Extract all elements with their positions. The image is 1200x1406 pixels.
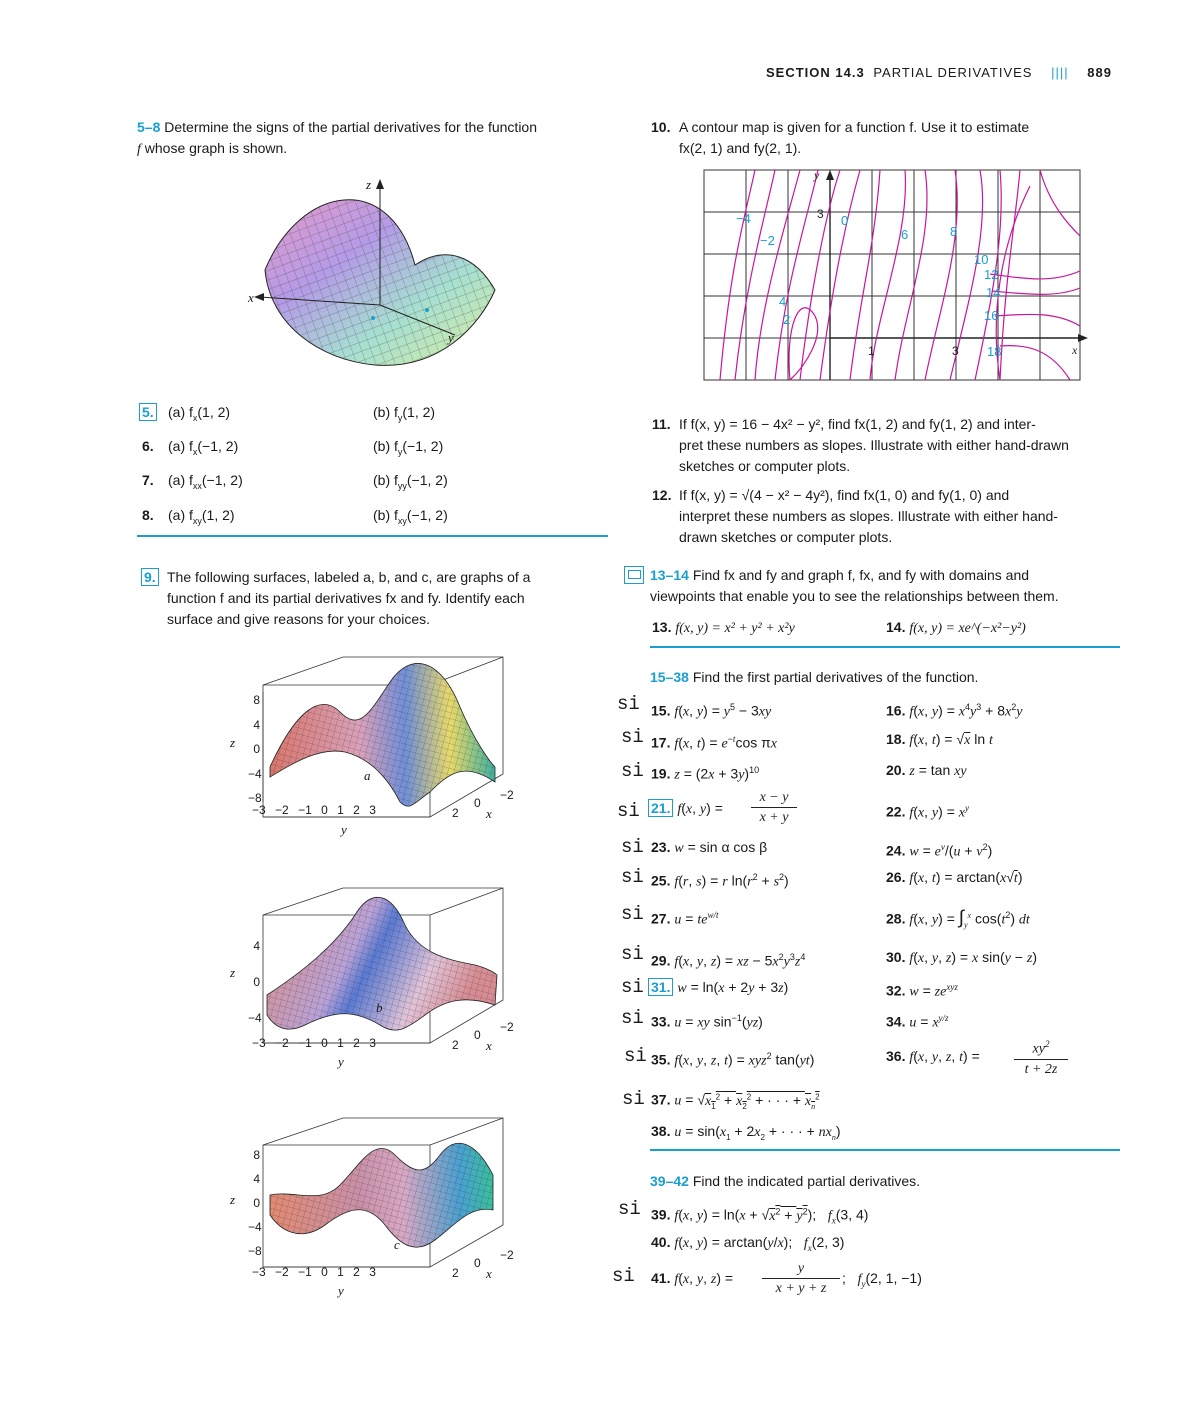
si-mark: si [612,1265,635,1287]
ex39: 39. f(x, $y) = \ln(x + √x^2 + y^2)$; $f_x(3$, 4) [651,1206,869,1226]
svg-text:12: 12 [984,267,999,282]
si-mark: si [621,760,644,782]
divider [650,1149,1120,1151]
surface-label-b: b [376,1000,383,1015]
ex8-a: (a) $f_{xy}(1$, 2) [168,507,235,526]
ex15: 15. f(x, $y) = y^5 - 3xy$ [651,702,772,720]
si-mark: si [617,800,640,822]
si-mark: si [621,943,644,965]
ex5-8-text2: whose graph is shown. [140,140,288,156]
ex12-text: If f(x, y) = √(4 − x² − 4y²), find fx(1, 0) and fy(1, 0) and interpret these numbers as slopes. Illustrate with either hand- drawn sketches or computer plots. [679,487,1058,545]
running-header [766,65,1112,80]
computer-icon [624,566,644,584]
si-mark: si [621,866,644,888]
svg-text:0: 0 [841,213,849,228]
ex9-text [167,567,530,630]
ex9 [141,567,159,588]
contour-curves [720,170,1080,380]
ex19: 19. $z = (2x + 3y)^{10}$ [651,765,760,783]
divider [650,646,1120,648]
ex10-text [679,117,1029,159]
ex14: 14. f(x, y) = xe^(−x²−y²) [886,619,1026,636]
ex33: 33. u = xy $\sin^{-1}(yz)$ [651,1013,763,1031]
svg-text:6: 6 [901,227,909,242]
saddle-x-label: x [248,290,254,305]
ex27: 27. $u = te^{w/t}$ [651,910,719,928]
ex18: 18. f(x, t) = √x ln t [886,731,993,748]
ex22: 22. f(x, $y) = x^y$ [886,803,969,821]
ex5-row [139,402,157,423]
svg-text:−2: −2 [760,233,775,248]
surface-label-a: a [364,768,371,783]
section-title: PARTIAL DERIVATIVES [873,65,1033,80]
plot-b-yticks: −3 −2 −1 0 1 2 3 [252,1036,376,1050]
si-mark: si [617,693,640,715]
ex11-text: If f(x, y) = 16 − 4x² − y², find fx(1, 2) and fy(1, 2) and inter- pret these numbers as slopes. Illustrate with either hand-drawn sketches or computer plots. [679,416,1069,474]
plot-a-ylabel: y [341,822,347,837]
svg-text:3: 3 [817,207,824,221]
plot-b-zlabel: z [230,965,236,980]
plot-a-xlabel: x [486,806,492,821]
ex-number: 9. [141,568,159,586]
plot-c-zticks: 8 4 0 −4 −8 [248,1148,262,1258]
ex11: 11. [652,416,671,432]
ex13: 13. f(x, y) = x² + y² + x²y [652,619,795,636]
svg-text:18: 18 [987,344,1002,359]
svg-text:8: 8 [950,224,958,239]
ex17: 17. f(x, $t) = e^{-t}\cos$ πx [651,734,777,752]
function-f: f [137,142,141,157]
ex5-b: (b) $f_y(1$, 2) [373,404,436,423]
page-number: 889 [1087,65,1112,80]
plot-c-ylabel: y [338,1283,344,1298]
ex10-line2: fx(2, 1) and fy(2, 1). [679,140,802,156]
si-mark: si [618,1198,641,1220]
ex6-a: (a) $f_x(-1$, 2) [168,438,239,457]
ex-number: 10. [651,119,671,135]
ex37: 37. $u = √x_1^2 + x_2^2$ + · · · + $x_n^2$ [651,1091,820,1111]
saddle-z-label: z [366,177,372,192]
ex15-38-range: 15–38 [650,669,689,685]
plot-c-zlabel: z [230,1192,236,1207]
svg-text:−4: −4 [736,211,751,226]
ex5-8-range: 5–8 [137,119,161,135]
ex7-b: (b) $f_{yy}(-1$, 2) [373,472,448,491]
ex20: 20. z = tan xy [886,762,967,779]
si-mark: si [621,836,644,858]
ex21: 21. f(x, y) = [648,798,723,820]
ex-number: 7. [142,472,154,488]
si-mark: si [621,1007,644,1029]
ex41-point: ; $f_y(2$, 1, −1) [842,1270,922,1289]
ex21-fraction: x − y x + y [751,788,797,827]
si-mark: si [624,1045,647,1067]
ex31: 31. w = ln(x + 2y + 3z) [648,977,788,999]
ex9-line3: surface and give reasons for your choices. [167,611,431,627]
ex9-line1: The following surfaces, labeled a, b, and c, are graphs of a [167,569,531,585]
ex28: 28. f(x, $y) = \int_y^x$ $\cos(t^2)$ dt [886,907,1030,930]
ex13-14-instructions: 13–14 Find fx and fy and graph f, fx, and fy with domains and viewpoints that enable you to see the relationships between them. [650,567,1059,604]
ex38: 38. $u = \sin(x_1 + 2x_2$ + · · · + $nx_n$) [651,1123,841,1142]
ex24: 24. $w = e^v/(u + v^2)$ [886,842,993,860]
ex36: 36. f(x, y, z, t) = [886,1048,980,1065]
plot-b-zticks: 4 0 −4 [248,939,262,1025]
svg-text:16: 16 [984,308,999,323]
divider [137,535,608,537]
ex30: 30. f(x, y, z) = x sin(y − z) [886,949,1037,966]
ex39-42-range: 39–42 [650,1173,689,1189]
ex13-14-range: 13–14 [650,567,689,583]
plot-b-ylabel: y [338,1054,344,1069]
ex41-fraction: y x + y + z [762,1259,840,1298]
saddle-y-label: y [448,330,454,345]
ex10 [651,117,670,138]
svg-text:14: 14 [986,285,1001,300]
ex39-42-instructions: 39–42 Find the indicated partial derivatives. [650,1173,921,1189]
svg-text:4: 4 [779,294,787,309]
ex-number: 5. [139,403,157,421]
svg-text:3: 3 [952,344,959,358]
ex5-8-instructions [137,117,537,160]
svg-text:10: 10 [974,252,989,267]
plot-c-xlabel: x [486,1266,492,1281]
ex32: 32. $w = ze^{xyz}$ [886,982,958,1000]
ex25: 25. f(r, s) = r $\ln(r^2 + s^2)$ [651,872,789,890]
ex35: 35. f(x, y, z, t) = xyz$^2$ tan(yt) [651,1051,815,1069]
plot-c-yticks: −3 −2 −1 0 1 2 3 [252,1265,376,1279]
ex5-8-text1: Determine the signs of the partial derivatives for the function [160,119,537,135]
ex36-fraction: $xy^2$ t + 2z [1014,1035,1068,1079]
plot-a-zlabel: z [230,735,236,750]
ex5-a: (a) $f_x(1$, 2) [168,404,231,423]
plot-a-zticks: 8 4 0 −4 −8 [248,693,262,805]
si-mark: si [622,1088,645,1110]
ex10-line1: A contour map is given for a function f. Use it to estimate [679,119,1030,135]
ex34: 34. $u = x^{y/z}$ [886,1013,949,1031]
ex26: 26. f(x, t) = arctan(x√t) [886,869,1023,886]
ex8-b: (b) $f_{xy}(-1$, 2) [373,507,448,526]
plot-b-xlabel: x [486,1038,492,1053]
ex41: 41. f(x, y, z) = [651,1270,734,1287]
svg-text:y: y [814,168,820,182]
ex6-b: (b) $f_y(-1$, 2) [373,438,444,457]
ex23: 23. w = sin α cos β [651,839,768,856]
ex-number: 6. [142,438,154,454]
ex-number: 8. [142,507,154,523]
svg-text:x: x [1072,343,1078,357]
ex7-a: (a) $f_{xx}(-1$, 2) [168,472,243,491]
contour-map [700,166,1090,386]
surface-label-c: c [394,1237,400,1252]
ex40: 40. f(x, y) = arctan(y/x); $f_x(2$, 3) [651,1234,845,1253]
section-number: SECTION 14.3 [766,65,865,80]
ex16: 16. f(x, $y) = x^4y^3 + 8x^2y$ [886,702,1023,720]
plot-a-yticks: −3 −2 −1 0 1 2 3 [252,803,376,817]
header-bars: |||| [1051,65,1069,80]
svg-text:2: 2 [783,312,791,327]
saddle-surface-graph [240,175,510,385]
ex15-38-instructions: 15–38 Find the first partial derivatives of the function. [650,669,979,685]
svg-text:1: 1 [868,344,875,358]
ex9-line2: function f and its partial derivatives fx and fy. Identify each [167,590,525,606]
ex29: 29. f(x, y, z) = xz − $5x^2y^3z^4$ [651,952,806,970]
ex12: 12. [652,487,672,503]
si-mark: si [621,726,644,748]
si-mark: si [621,976,644,998]
si-mark: si [621,903,644,925]
